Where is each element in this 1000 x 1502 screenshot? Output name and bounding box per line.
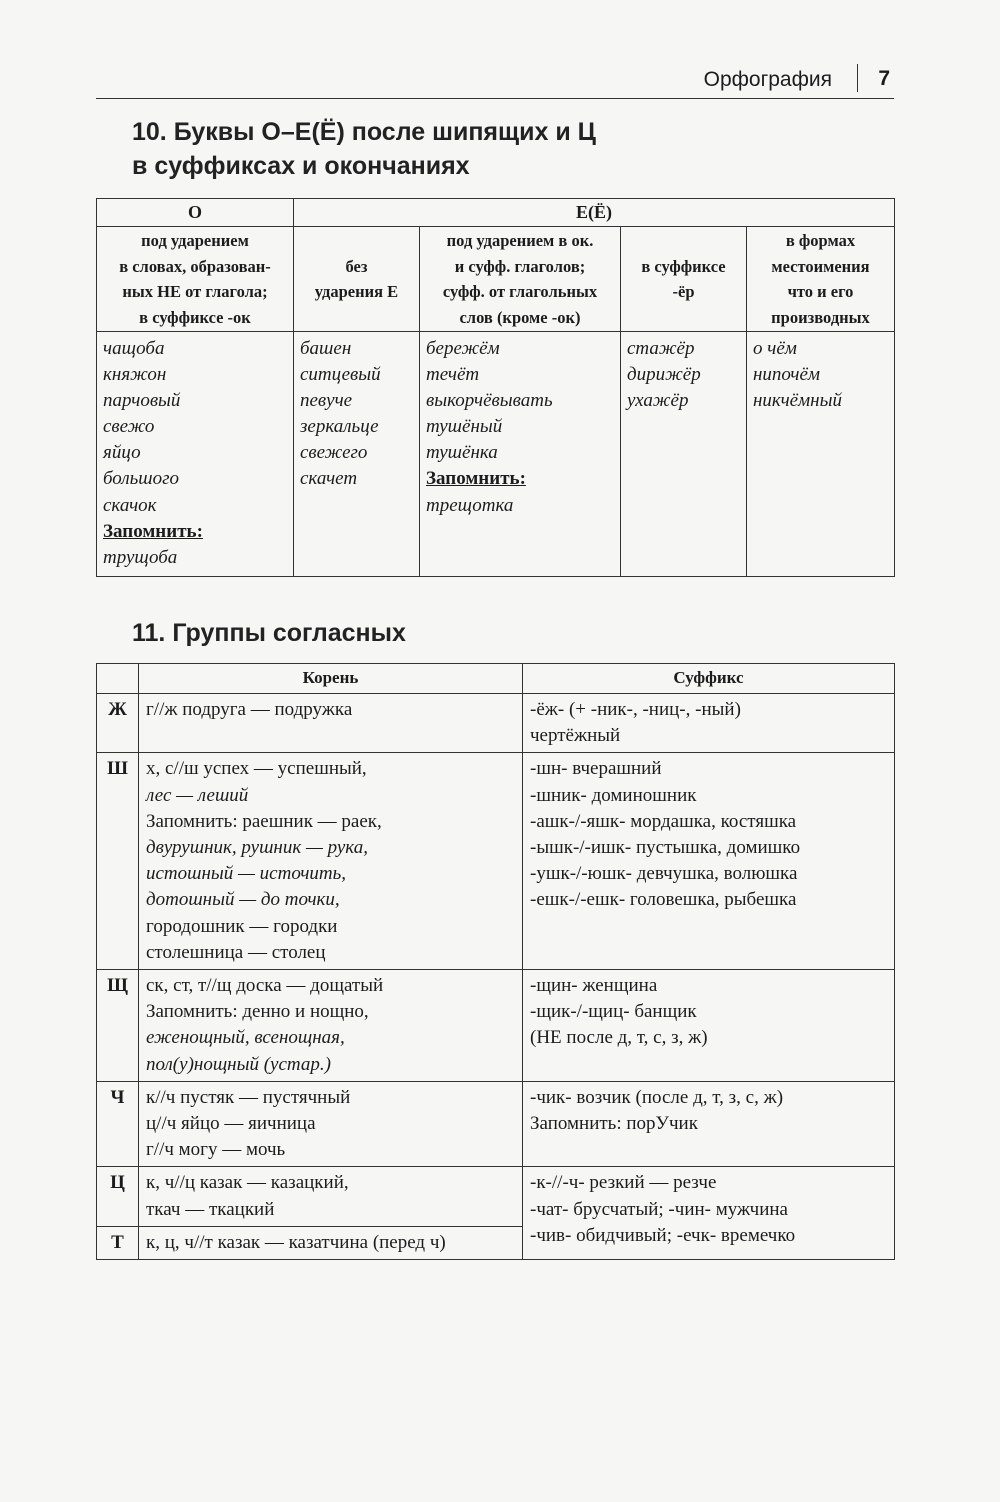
suffix-line: -чик- возчик (после д, т, з, с, ж) bbox=[530, 1086, 784, 1108]
section-name: Орфография bbox=[703, 68, 832, 91]
example-word: дирижёр bbox=[627, 364, 701, 386]
subheader-line: под ударением bbox=[141, 231, 249, 250]
table-o-e-after-sibilants bbox=[96, 198, 895, 577]
example-column-4 bbox=[621, 332, 747, 577]
subheader-1 bbox=[97, 227, 294, 332]
root-line: столешница — столец bbox=[146, 941, 326, 963]
remember-label: Запомнить: bbox=[426, 468, 526, 490]
example-word: скачет bbox=[300, 468, 358, 490]
example-word: свежо bbox=[103, 416, 155, 438]
corner-cell bbox=[97, 664, 139, 694]
subheader-line: и суфф. глаголов; bbox=[454, 256, 586, 276]
example-word: трещотка bbox=[426, 494, 514, 516]
subheader-line: производных bbox=[771, 307, 870, 327]
subheader-4 bbox=[621, 227, 747, 332]
group-letter: Ч bbox=[97, 1081, 139, 1167]
suffix-line: -шник- доминошник bbox=[530, 784, 697, 806]
subheader-line: в словах, образован- bbox=[119, 256, 271, 276]
suffix-line: Запомнить: порУчик bbox=[530, 1113, 698, 1135]
example-word: башен bbox=[300, 338, 352, 359]
root-line: Запомнить: денно и нощно, bbox=[146, 1001, 369, 1023]
root-line: еженощный, всенощная, bbox=[146, 1027, 345, 1049]
root-cell bbox=[139, 1167, 523, 1226]
example-column-5 bbox=[747, 332, 895, 577]
root-cell bbox=[139, 1081, 523, 1167]
example-word: о чём bbox=[753, 338, 797, 359]
root-cell bbox=[139, 970, 523, 1082]
header-suffix: Суффикс bbox=[523, 664, 895, 694]
example-word: тушёнка bbox=[426, 442, 498, 464]
example-word: свежего bbox=[300, 442, 368, 464]
root-line: истошный — источить, bbox=[146, 863, 347, 885]
header-root: Корень bbox=[139, 664, 523, 694]
example-word: трущоба bbox=[103, 546, 178, 568]
example-word: стажёр bbox=[627, 338, 695, 359]
example-word: течёт bbox=[426, 364, 480, 386]
header-separator bbox=[857, 64, 858, 92]
table10-title bbox=[132, 115, 596, 183]
subheader-2 bbox=[294, 227, 420, 332]
example-word: никчёмный bbox=[753, 390, 842, 412]
root-line: городошник — городки bbox=[146, 915, 338, 937]
root-line: дотошный — до точки, bbox=[146, 889, 340, 911]
subheader-line: в формах bbox=[785, 231, 856, 250]
root-line: к, ц, ч//т казак — казатчина (перед ч) bbox=[146, 1231, 446, 1253]
root-cell bbox=[139, 1226, 523, 1259]
group-row-3 bbox=[97, 970, 895, 1082]
example-word: ситцевый bbox=[300, 364, 381, 386]
subheader-line: под ударением в ок. bbox=[446, 231, 594, 250]
subheader-5 bbox=[747, 227, 895, 332]
suffix-cell bbox=[523, 1167, 895, 1260]
table10-title-line1: 10. Буквы О–Е(Ё) после шипящих и Ц bbox=[132, 118, 596, 146]
root-line: к//ч пустяк — пустячный bbox=[146, 1086, 351, 1108]
group-letter: Т bbox=[97, 1226, 139, 1259]
remember-label: Запомнить: bbox=[103, 520, 203, 542]
group-row-1 bbox=[97, 694, 895, 753]
subheader-line: суфф. от глагольных bbox=[442, 282, 598, 301]
group-row-2 bbox=[97, 753, 895, 970]
table-consonant-groups bbox=[96, 663, 895, 1260]
example-word: певуче bbox=[300, 390, 353, 412]
example-word: парчовый bbox=[103, 390, 181, 412]
group-letter: Ж bbox=[97, 694, 139, 753]
root-line: к, ч//ц казак — казацкий, bbox=[146, 1172, 349, 1194]
example-word: чащоба bbox=[103, 338, 165, 359]
example-word: большого bbox=[103, 468, 180, 490]
example-word: бережём bbox=[426, 338, 500, 359]
suffix-line: чертёжный bbox=[530, 725, 621, 747]
group-row-5 bbox=[97, 1167, 895, 1226]
root-line: х, с//ш успех — успешный, bbox=[146, 758, 367, 780]
subheader-line: -ёр bbox=[672, 282, 695, 301]
header-o: О bbox=[97, 199, 294, 227]
root-line: г//ж подруга — подружка bbox=[146, 699, 353, 720]
group-letter: Щ bbox=[97, 970, 139, 1082]
example-word: выкорчёвывать bbox=[426, 390, 553, 412]
suffix-line: -щин- женщина bbox=[530, 975, 658, 997]
example-column-3 bbox=[420, 332, 621, 577]
suffix-cell bbox=[523, 753, 895, 970]
suffix-line: -чат- брусчатый; -чин- мужчина bbox=[530, 1198, 788, 1220]
root-cell bbox=[139, 694, 523, 753]
suffix-cell bbox=[523, 694, 895, 753]
example-column-1 bbox=[97, 332, 294, 577]
root-line: г//ч могу — мочь bbox=[146, 1139, 286, 1161]
group-letter: Ц bbox=[97, 1167, 139, 1226]
subheader-line: ных НЕ от глагола; bbox=[122, 282, 268, 301]
example-word: зеркальце bbox=[300, 416, 379, 438]
example-word: скачок bbox=[103, 494, 157, 516]
table10-title-line2: в суффиксах и окончаниях bbox=[132, 152, 470, 180]
group-row-4 bbox=[97, 1081, 895, 1167]
subheader-line: слов (кроме -ок) bbox=[459, 307, 581, 327]
subheader-line: без bbox=[345, 256, 368, 276]
subheader-line: ударения Е bbox=[314, 282, 399, 301]
example-word: княжон bbox=[103, 364, 167, 386]
root-line: ткач — ткацкий bbox=[146, 1198, 275, 1220]
example-column-2 bbox=[294, 332, 420, 577]
example-word: ухажёр bbox=[627, 390, 689, 412]
subheader-line: что и его bbox=[787, 282, 854, 301]
root-line: Запомнить: раешник — раек, bbox=[146, 810, 382, 832]
group-letter: Ш bbox=[97, 753, 139, 970]
root-line: двурушник, рушник — рука, bbox=[146, 837, 368, 859]
header-e: Е(Ё) bbox=[294, 199, 895, 227]
example-word: нипочём bbox=[753, 364, 821, 386]
root-line: пол(у)нощный (устар.) bbox=[146, 1053, 331, 1075]
root-line: лес — леший bbox=[146, 784, 249, 806]
suffix-line: -чив- обидчивый; -ечк- времечко bbox=[530, 1224, 796, 1246]
suffix-line: -к-//-ч- резкий — резче bbox=[530, 1172, 717, 1194]
suffix-line: -щик-/-щиц- банщик bbox=[530, 1001, 697, 1023]
root-line: ц//ч яйцо — яичница bbox=[146, 1113, 316, 1135]
suffix-line: -ешк-/-ешк- головешка, рыбешка bbox=[530, 889, 797, 911]
table11-title: 11. Группы согласных bbox=[132, 619, 406, 647]
running-header bbox=[96, 62, 894, 99]
suffix-cell bbox=[523, 1081, 895, 1167]
page-number: 7 bbox=[878, 67, 890, 90]
example-word: яйцо bbox=[103, 442, 141, 464]
suffix-line: -ушк-/-юшк- девчушка, волюшка bbox=[530, 863, 798, 885]
subheader-3 bbox=[420, 227, 621, 332]
suffix-line: -шн- вчерашний bbox=[530, 758, 662, 780]
suffix-line: -ашк-/-яшк- мордашка, костяшка bbox=[530, 810, 797, 832]
suffix-line: -ёж- (+ -ник-, -ниц-, -ный) bbox=[530, 699, 741, 720]
root-line: ск, ст, т//щ доска — дощатый bbox=[146, 975, 384, 997]
suffix-line: -ышк-/-ишк- пустышка, домишко bbox=[530, 837, 801, 859]
suffix-cell bbox=[523, 970, 895, 1082]
suffix-line: (НЕ после д, т, с, з, ж) bbox=[530, 1027, 708, 1049]
subheader-line: местоимения bbox=[771, 256, 870, 276]
example-word: тушёный bbox=[426, 416, 503, 438]
subheader-line: в суффиксе -ок bbox=[139, 307, 251, 327]
subheader-line: в суффиксе bbox=[641, 256, 726, 276]
root-cell bbox=[139, 753, 523, 970]
